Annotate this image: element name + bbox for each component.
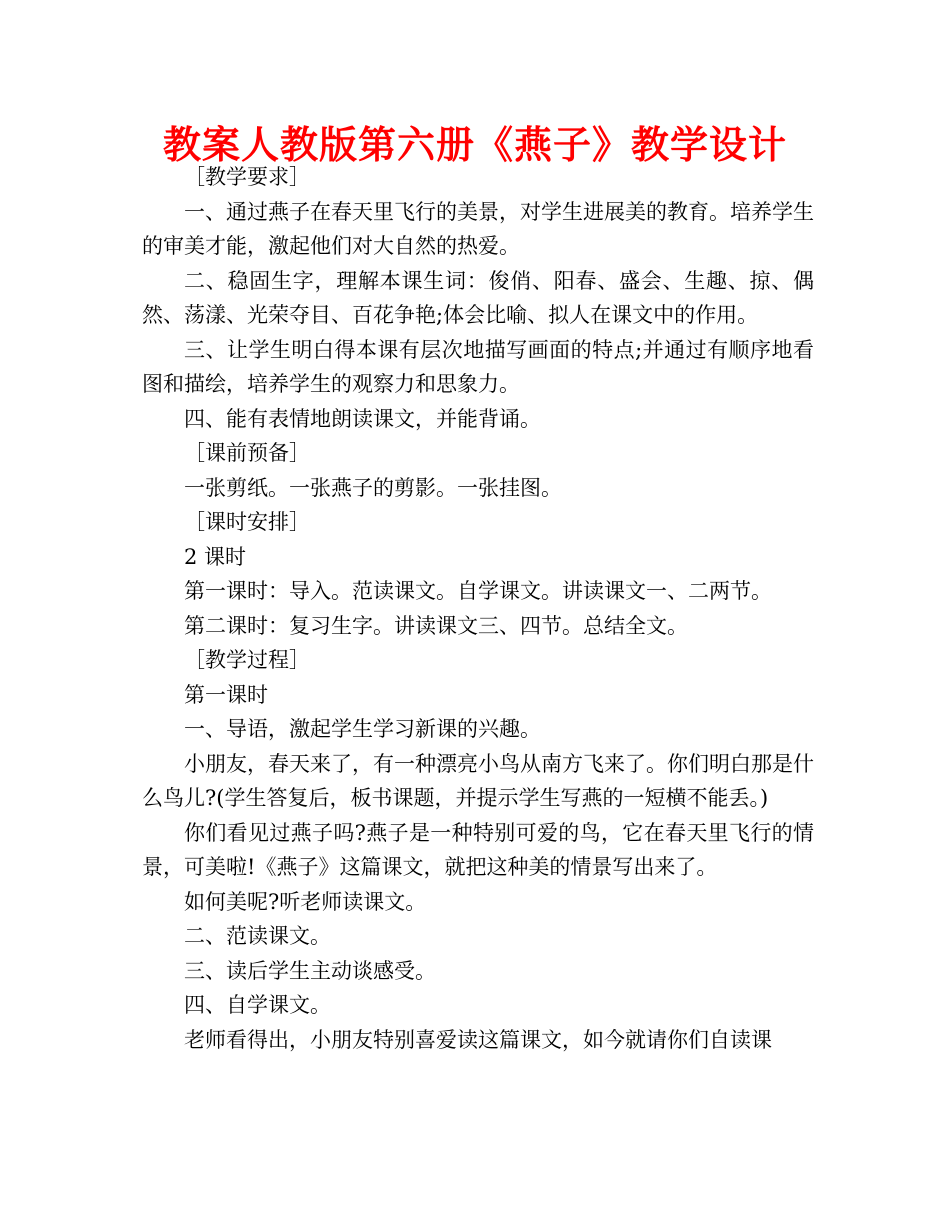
paragraph: 二、范读课文。	[184, 924, 331, 948]
paragraph: 三、让学生明白得本课有层次地描写画面的特点;并通过有顺序地看图和描绘，培养学生的观察力和思象力。	[142, 337, 814, 396]
document-body	[142, 160, 814, 1057]
document-title: 教案人教版第六册《燕子》教学设计	[162, 123, 787, 167]
paragraph: 老师看得出，小朋友特别喜爱读这篇课文，如今就请你们自读课	[184, 1027, 772, 1052]
paragraph: 2 课时	[184, 544, 247, 569]
paragraph: 四、能有表情地朗读课文，并能背诵。	[184, 406, 541, 431]
paragraph: 二、稳固生字，理解本课生词：俊俏、阳春、盛会、生趣、掠、偶然、荡漾、光荣夺目、百花争艳;体会比喻、拟人在课文中的作用。	[142, 268, 814, 327]
section-heading-requirements: ［教学要求］	[184, 165, 310, 189]
paragraph: 第二课时：复习生字。讲读课文三、四节。总结全文。	[184, 613, 688, 638]
paragraph: 第一课时：导入。范读课文。自学课文。讲读课文一、二两节。	[184, 579, 772, 603]
paragraph: 四、自学课文。	[184, 993, 331, 1017]
section-heading-preparation: ［课前预备］	[184, 441, 310, 465]
paragraph: 你们看见过燕子吗?燕子是一种特别可爱的鸟，它在春天里飞行的情景，可美啦!《燕子》这篇课文，就把这种美的情景写出来了。	[142, 820, 814, 879]
lesson-heading: 第一课时	[184, 682, 268, 707]
section-heading-process: ［教学过程］	[184, 648, 310, 672]
paragraph: 一、通过燕子在春天里飞行的美景，对学生进展美的教育。培养学生的审美才能，激起他们对大自然的热爱。	[142, 199, 814, 258]
section-heading-schedule: ［课时安排］	[184, 510, 310, 534]
paragraph: 三、读后学生主动谈感受。	[184, 958, 436, 983]
paragraph: 一、导语，激起学生学习新课的兴趣。	[184, 717, 541, 741]
paragraph: 如何美呢?听老师读课文。	[184, 889, 427, 914]
paragraph: 一张剪纸。一张燕子的剪影。一张挂图。	[184, 475, 562, 500]
paragraph: 小朋友，春天来了，有一种漂亮小鸟从南方飞来了。你们明白那是什么鸟儿?(学生答复后，板书课题，并提示学生写燕的一短横不能丢。)	[142, 751, 814, 810]
